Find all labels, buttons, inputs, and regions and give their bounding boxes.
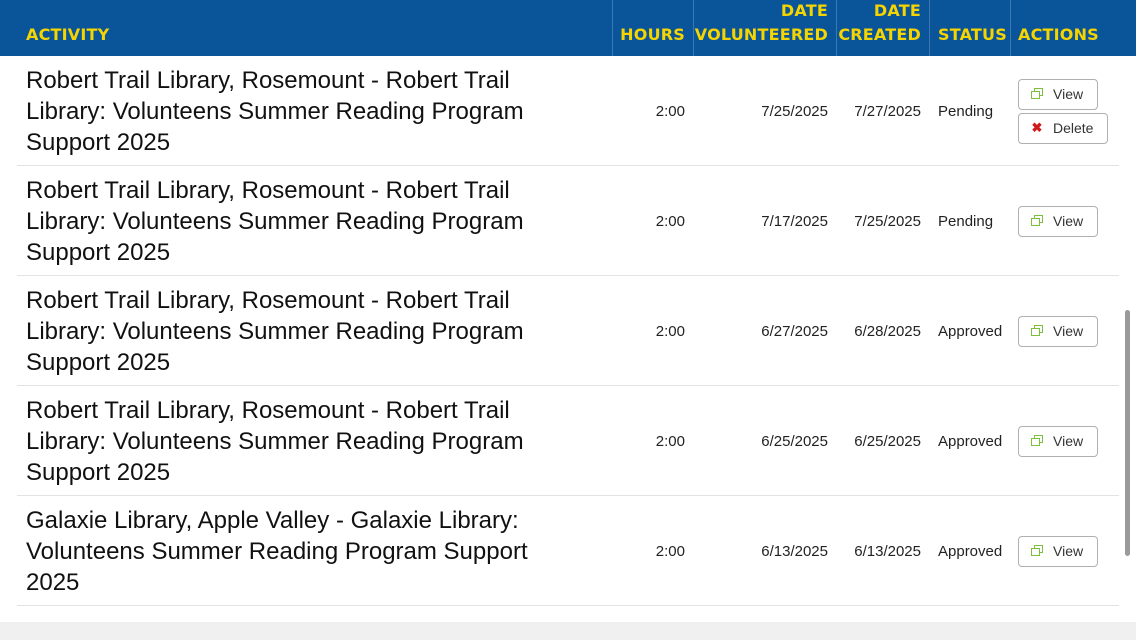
table-row [17,496,1119,606]
view-icon [1031,545,1043,557]
view-button-label: View [1053,433,1084,449]
status-value: Pending [938,102,994,120]
date-created-value: 7/25/2025 [854,212,921,230]
activity-name: Robert Trail Library, Rosemount - Robert Trail Library: Volunteens Summer Reading Program Support 2025 [26,177,524,266]
hours-value: 2:00 [655,542,685,560]
header-date-volunteered-line1: DATE [780,1,828,20]
header-hours-label: HOURS [620,25,685,44]
header-date-created-line2: CREATED [838,25,921,44]
view-button-label: View [1053,213,1084,229]
date-created-value: 6/28/2025 [854,322,921,340]
view-button-label: View [1053,543,1084,559]
header-date-created [837,0,929,56]
activity-name: Robert Trail Library, Rosemount - Robert Trail Library: Volunteens Summer Reading Program Support 2025 [26,397,524,486]
status-value: Approved [938,542,1003,560]
table-row [17,166,1119,276]
row-actions [1018,166,1098,276]
date-volunteered-value: 6/13/2025 [761,542,828,560]
header-actions [1011,0,1131,56]
date-volunteered-value: 7/17/2025 [761,212,828,230]
date-volunteered-value: 6/27/2025 [761,322,828,340]
status-value: Approved [938,322,1003,340]
view-button[interactable] [1018,316,1098,347]
table-row [17,56,1119,166]
hours-value: 2:00 [655,212,685,230]
date-volunteered-value: 7/25/2025 [761,102,828,120]
status-value: Pending [938,212,994,230]
view-icon [1031,325,1043,337]
header-status [930,0,1010,56]
table-header [0,0,1136,56]
page-footer-strip [0,622,1136,640]
header-actions-label: ACTIONS [1018,25,1099,44]
row-actions [1018,56,1108,166]
activity-name: Galaxie Library, Apple Valley - Galaxie Library: Volunteens Summer Reading Program Support 2025 [26,507,528,596]
date-created-value: 7/27/2025 [854,102,921,120]
activity-name: Robert Trail Library, Rosemount - Robert Trail Library: Volunteens Summer Reading Program Support 2025 [26,287,524,376]
activity-name: Robert Trail Library, Rosemount - Robert Trail Library: Volunteens Summer Reading Program Support 2025 [26,67,524,156]
view-icon [1031,88,1043,100]
table-row [17,276,1119,386]
delete-button-label: Delete [1053,120,1094,136]
view-button-label: View [1053,323,1084,339]
view-icon [1031,435,1043,447]
hours-value: 2:00 [655,322,685,340]
hours-value: 2:00 [655,102,685,120]
date-created-value: 6/13/2025 [854,542,921,560]
row-actions [1018,386,1098,496]
view-icon [1031,215,1043,227]
view-button[interactable] [1018,536,1098,567]
header-activity-label: ACTIVITY [26,25,110,44]
header-date-volunteered-line2: VOLUNTEERED [694,25,828,44]
view-button[interactable] [1018,79,1098,110]
header-activity [26,0,426,56]
hours-value: 2:00 [655,432,685,450]
row-actions [1018,496,1098,606]
date-created-value: 6/25/2025 [854,432,921,450]
header-date-created-line1: DATE [873,1,921,20]
delete-icon: ✖ [1031,120,1043,135]
vertical-scrollbar[interactable] [1125,310,1130,556]
header-hours [613,0,693,56]
header-date-volunteered [694,0,836,56]
table-body [17,56,1119,606]
view-button[interactable] [1018,426,1098,457]
table-row [17,386,1119,496]
header-status-label: STATUS [938,25,1007,44]
delete-button[interactable] [1018,113,1108,144]
date-volunteered-value: 6/25/2025 [761,432,828,450]
view-button-label: View [1053,86,1084,102]
status-value: Approved [938,432,1003,450]
view-button[interactable] [1018,206,1098,237]
row-actions [1018,276,1098,386]
